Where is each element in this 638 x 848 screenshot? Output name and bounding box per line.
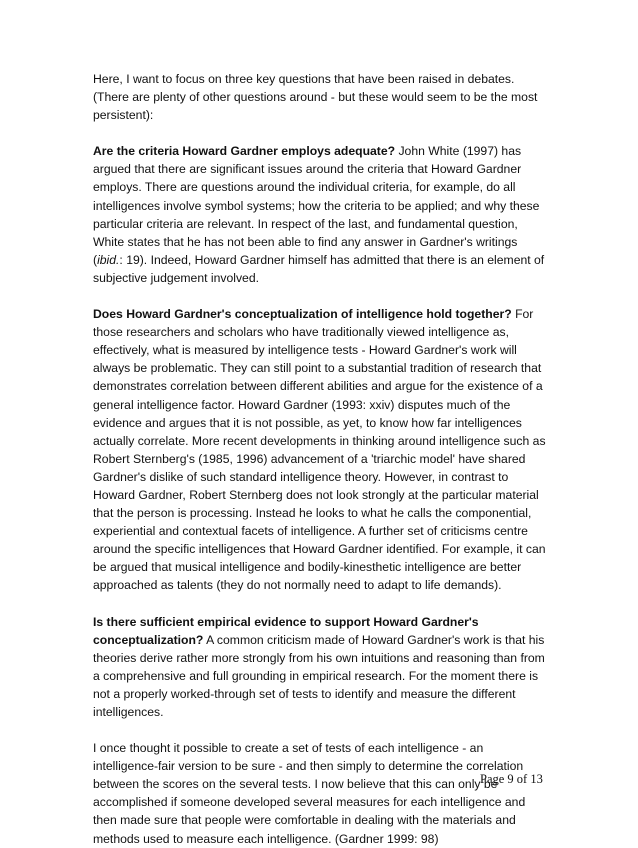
criteria-body-start: John White (1997) has argued that there are significant issues around the criteria that Howard Gardner employs. There are questions around the individual criteria, for example, do all intelligences involve symbol systems; how the criteria to be applied; and why these particular criteria are relevant. In respect of the last, and fundamental question, White states that he has not been able to find any answer in Gardner's writings ( <box>93 144 540 267</box>
evidence-body: A common criticism made of Howard Gardner's work is that his theories derive rather more strongly from his own intuitions and reasoning than from a comprehensive and full grounding in empirical research. For the moment there is not a properly worked-through set of tests to identify and measure the different intelligences. <box>93 632 545 719</box>
conceptualization-body: For those researchers and scholars who have traditionally viewed intelligence as, effectively, what is measured by intelligence tests - Howard Gardner's work will always be problematic. They can still point to a substantial tradition of research that demonstrates correlation between different abilities and argue for the existence of a general intelligence factor. Howard Gardner (1993: xxiv) disputes much of the evidence and argues that it is not possible, as yet, to know how far intelligences actually correlate. More recent developments in thinking around intelligence such as Robert Sternberg's (1985, 1996) advancement of a 'triarchic model' have shared Gardner's dislike of such standard intelligence theory. However, in contrast to Howard Gardner, Robert Sternberg does not look strongly at the particular material that the person is processing. Instead he looks to what he calls the componential, experiential and contextual facets of intelligence. A further set of criticisms centre around the specific intelligences that Howard Gardner identified. For example, it can be argued that musical intelligence and bodily-kinesthetic intelligence are better approached as talents (they do not normally need to adapt to life demands). <box>93 307 546 593</box>
intro-paragraph: Here, I want to focus on three key questions that have been raised in debates. (There are plenty of other questions around - but these would seem to be the most persistent): <box>93 72 538 123</box>
ibid-citation: ibid. <box>97 252 120 267</box>
criteria-heading: Are the criteria Howard Gardner employs adequate? <box>93 144 396 159</box>
evidence-heading: Is there sufficient empirical evidence to support Howard Gardner's conceptualization? <box>93 614 479 647</box>
page-number: Page 9 of 13 <box>480 772 543 786</box>
evidence-paragraph <box>93 613 548 722</box>
conceptualization-paragraph <box>93 305 548 595</box>
criteria-body-end: : 19). Indeed, Howard Gardner himself has admitted that there is an element of subjective judgement involved. <box>93 252 545 285</box>
gardner-quote: I once thought it possible to create a set of tests of each intelligence - an intelligence-fair version to be sure - and then simply to determine the correlation between the scores on the several tests. I now believe that this can only be accomplished if someone developed several measures for each intelligence and then made sure that people were comfortable in dealing with the materials and methods used to measure each intelligence. (Gardner 1999: 98) <box>93 741 526 846</box>
criteria-paragraph <box>93 142 548 287</box>
conceptualization-heading: Does Howard Gardner's conceptualization of intelligence hold together? <box>93 307 512 322</box>
page-content <box>93 70 548 848</box>
